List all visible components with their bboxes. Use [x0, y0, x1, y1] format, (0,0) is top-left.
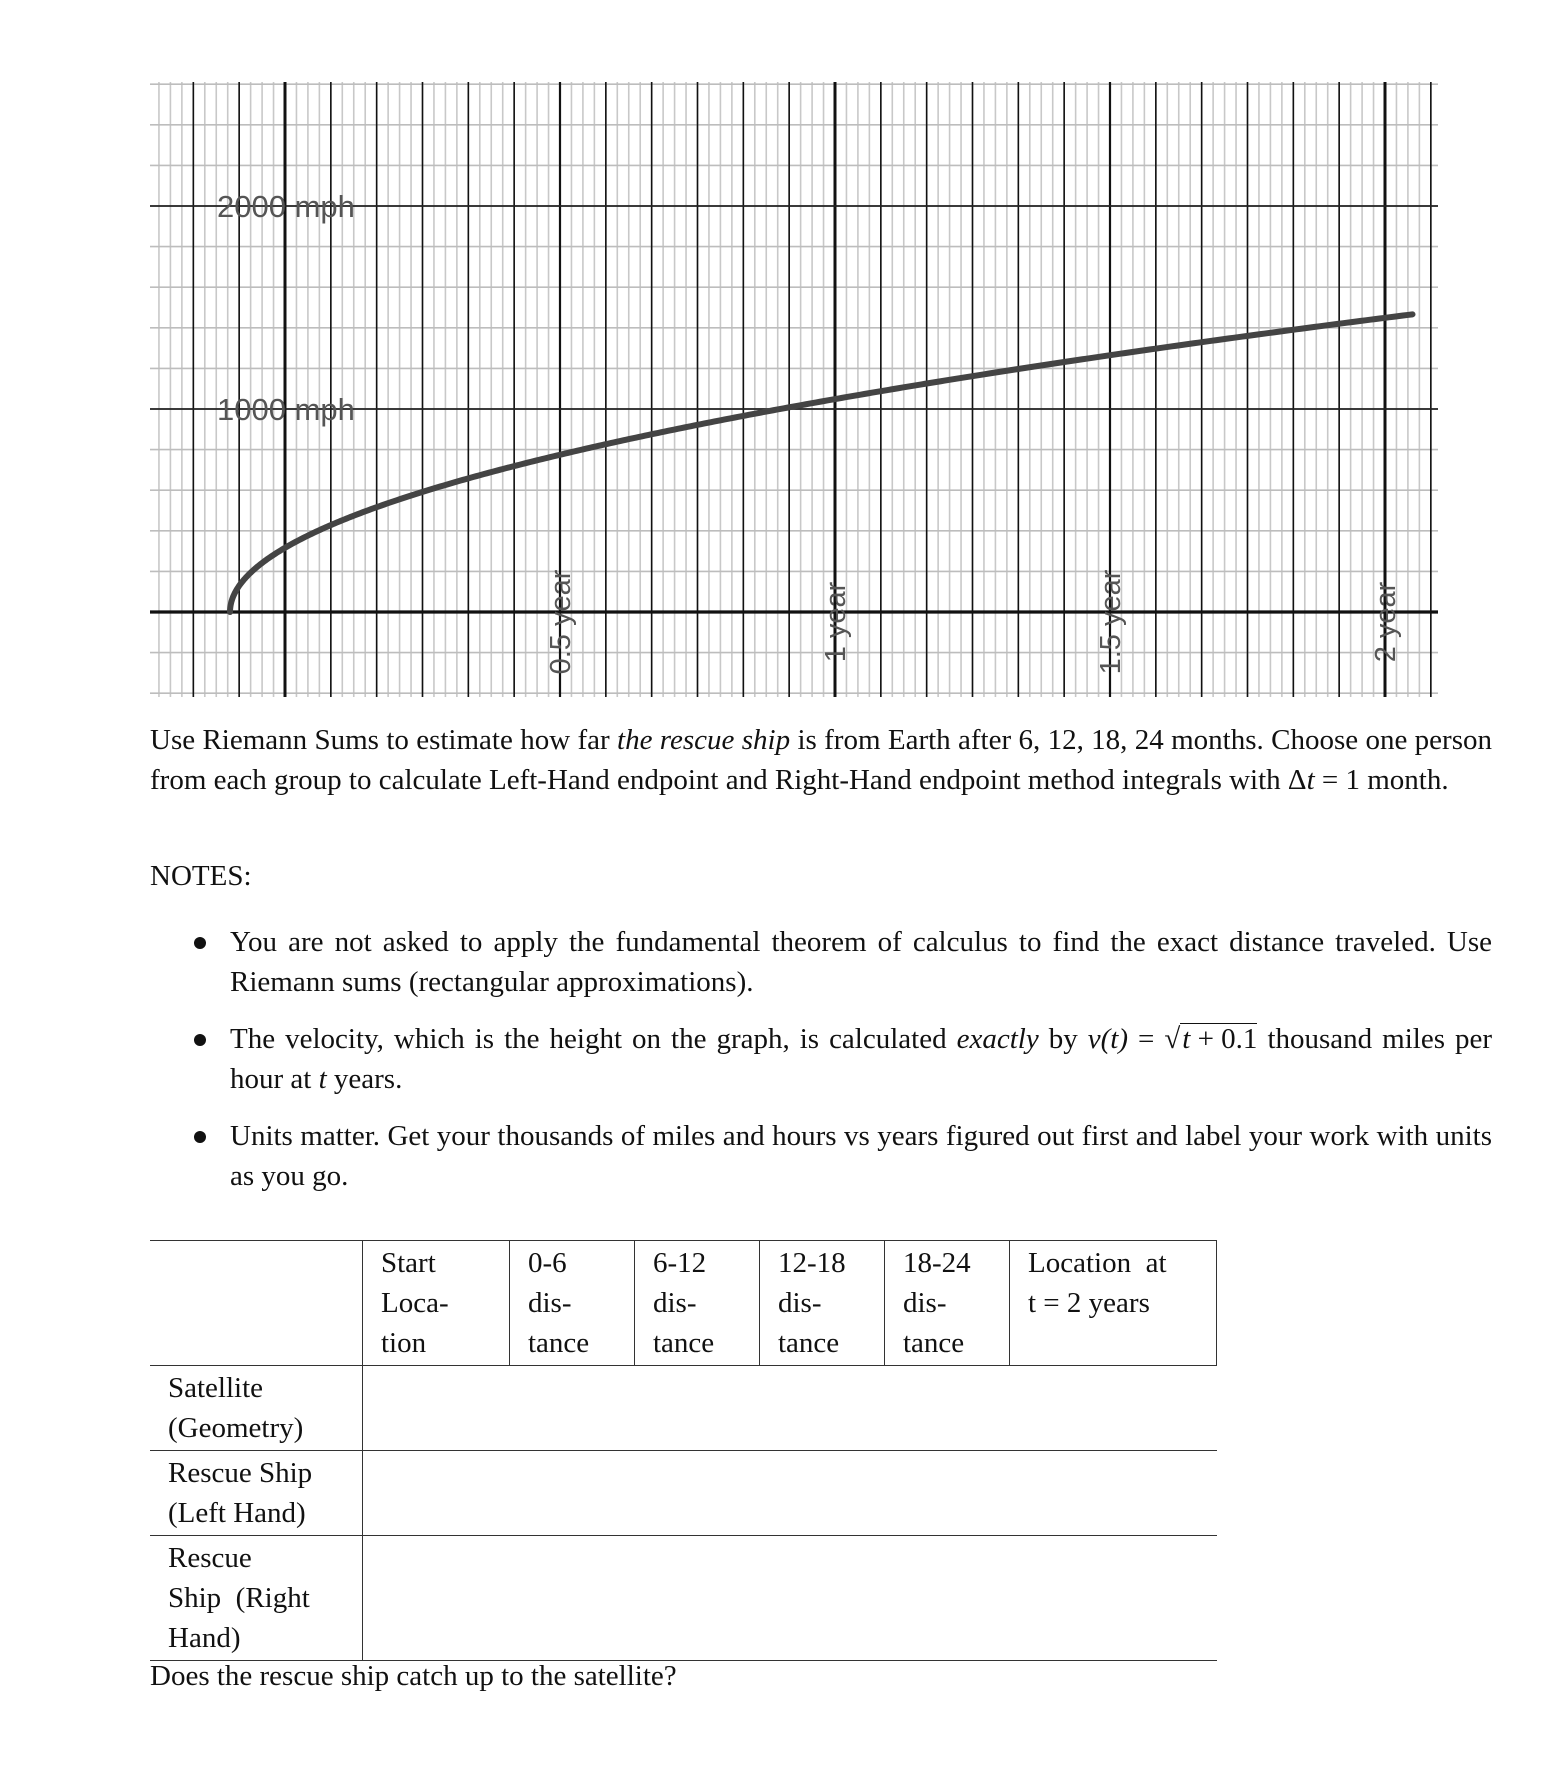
question-text: Does the rescue ship catch up to the satellite?: [150, 1660, 677, 1692]
math-radicand: [1180, 1023, 1257, 1054]
intro-text: is from Earth after 6, 12, 18, 24 months. Choose one person from each group to calculate Left-Hand endpoint and Right-Hand endpoint method integrals with Δ: [150, 724, 1492, 796]
x-axis-label: 2 year: [1370, 581, 1402, 663]
x-axis-label: 1.5 year: [1095, 569, 1127, 675]
velocity-curve: [230, 314, 1413, 612]
row-input-area[interactable]: [363, 1451, 1217, 1536]
math-operator: = √: [1127, 1023, 1181, 1055]
intro-text: Use Riemann Sums to estimate how far: [150, 724, 618, 756]
math-function: v(t): [1087, 1023, 1128, 1055]
row-label: Rescue Ship (Left Hand): [150, 1451, 363, 1536]
header-start-location: Start Loca- tion: [363, 1241, 510, 1366]
bullet-icon: [194, 1034, 206, 1046]
header-0-6-distance: 0-6 dis- tance: [510, 1241, 635, 1366]
table-row-rescue-right: [150, 1536, 1217, 1661]
row-label: Satellite (Geometry): [150, 1366, 363, 1451]
intro-text: = 1 month.: [1314, 764, 1449, 796]
bullet-icon: [194, 937, 206, 949]
y-axis-label: 2000 mph: [217, 189, 355, 224]
header-6-12-distance: 6-12 dis- tance: [635, 1241, 760, 1366]
note-text: The velocity, which is the height on the graph, is calculated: [230, 1023, 957, 1055]
note-text: years.: [326, 1063, 403, 1095]
x-axis-label: 0.5 year: [545, 569, 577, 675]
math-variable: t: [1306, 764, 1315, 796]
notes-heading: NOTES:: [150, 860, 252, 892]
header-12-18-distance: 12-18 dis- tance: [760, 1241, 885, 1366]
math-variable: t: [318, 1063, 327, 1095]
table-row-rescue-left: [150, 1451, 1217, 1536]
bullet-icon: [194, 1131, 206, 1143]
row-input-area[interactable]: [363, 1366, 1217, 1451]
table-row-satellite: [150, 1366, 1217, 1451]
header-location-t2: Location at t = 2 years: [1010, 1241, 1217, 1366]
math-constant: + 0.1: [1190, 1023, 1258, 1055]
note-item: [150, 1019, 1492, 1099]
note-item: [150, 922, 1492, 1002]
row-label: Rescue Ship (Right Hand): [150, 1536, 363, 1661]
intro-paragraph: [150, 720, 1492, 800]
note-text: Units matter. Get your thousands of miles and hours vs years figured out first and label your work with units as you go.: [230, 1120, 1492, 1192]
header-18-24-distance: 18-24 dis- tance: [885, 1241, 1010, 1366]
results-table: [150, 1240, 1217, 1661]
intro-emphasis: the rescue ship: [617, 724, 791, 756]
row-input-area[interactable]: [363, 1536, 1217, 1661]
table-header-row: [150, 1241, 1217, 1366]
x-axis-label: 1 year: [820, 581, 852, 663]
note-text: You are not asked to apply the fundamental theorem of calculus to find the exact distance traveled. Use Riemann sums (rectangular approximations).: [230, 926, 1492, 998]
math-variable: t: [1182, 1023, 1191, 1055]
velocity-chart: [0, 0, 1558, 720]
note-text: thousand miles per hour at: [230, 1023, 1493, 1095]
note-emphasis: exactly: [956, 1023, 1039, 1055]
note-item: [150, 1116, 1492, 1196]
table-corner-cell: [150, 1241, 363, 1366]
note-text: by: [1038, 1023, 1088, 1055]
y-axis-label: 1000 mph: [217, 392, 355, 427]
notes-list: [150, 922, 1492, 1213]
